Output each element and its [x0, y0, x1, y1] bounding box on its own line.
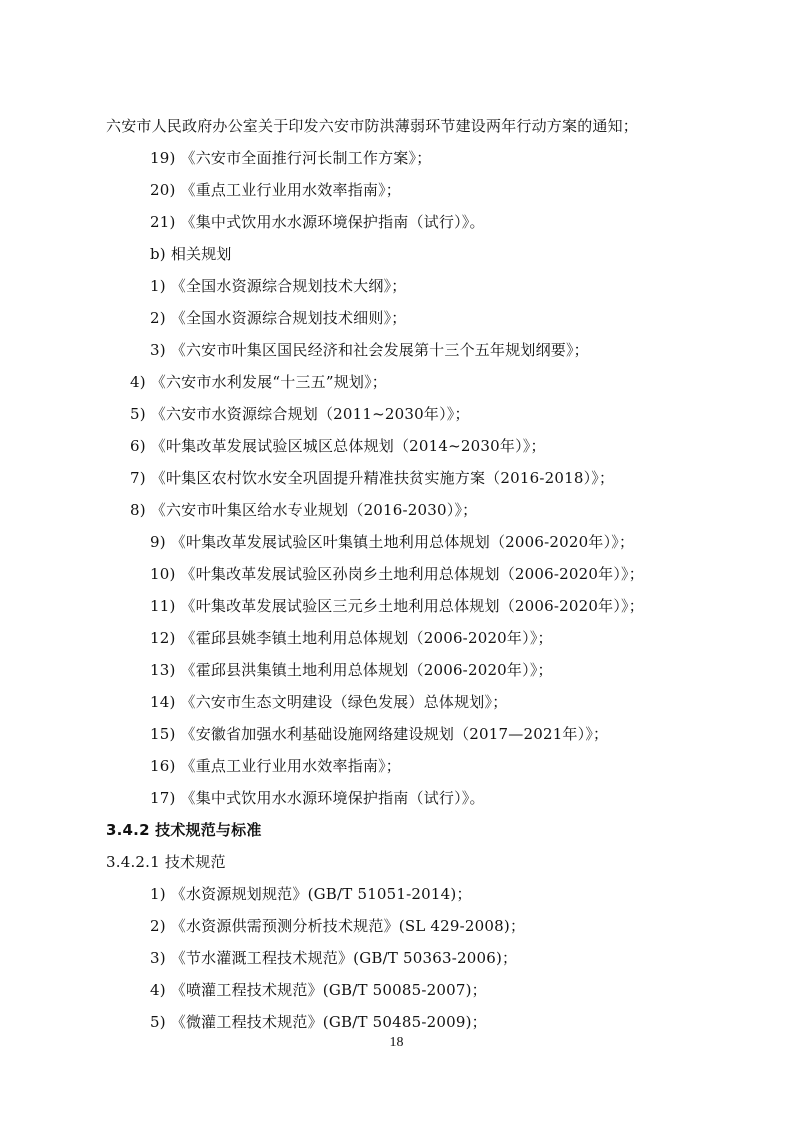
text-line: 六安市人民政府办公室关于印发六安市防洪薄弱环节建设两年行动方案的通知；	[106, 117, 639, 135]
list-item: 16) 《重点工业行业用水效率指南》；	[150, 757, 402, 775]
list-item: 12) 《霍邱县姚李镇土地利用总体规划（2006-2020年）》；	[150, 629, 553, 647]
list-item: 4) 《六安市水利发展“十三五”规划》；	[130, 373, 388, 391]
list-item: 1) 《水资源规划规范》(GB/T 51051-2014)；	[150, 885, 472, 903]
list-item: 3) 《节水灌溉工程技术规范》(GB/T 50363-2006)；	[150, 949, 518, 967]
subsection-label: b) 相关规划	[150, 245, 232, 263]
list-item: 3) 《六安市叶集区国民经济和社会发展第十三个五年规划纲要》；	[150, 341, 589, 359]
list-item: 8) 《六安市叶集区给水专业规划（2016-2030）》；	[130, 501, 478, 519]
list-item: 5) 《六安市水资源综合规划（2011~2030年）》；	[130, 405, 470, 423]
list-item: 4) 《喷灌工程技术规范》(GB/T 50085-2007)；	[150, 981, 487, 999]
list-item: 13) 《霍邱县洪集镇土地利用总体规划（2006-2020年）》；	[150, 661, 553, 679]
list-item: 10) 《叶集改革发展试验区孙岗乡土地利用总体规划（2006-2020年）》；	[150, 565, 644, 583]
list-item: 11) 《叶集改革发展试验区三元乡土地利用总体规划（2006-2020年）》；	[150, 597, 644, 615]
list-item: 20) 《重点工业行业用水效率指南》；	[150, 181, 402, 199]
list-item: 2) 《水资源供需预测分析技术规范》(SL 429-2008)；	[150, 917, 526, 935]
list-item: 2) 《全国水资源综合规划技术细则》；	[150, 309, 407, 327]
list-item: 6) 《叶集改革发展试验区城区总体规划（2014~2030年）》；	[130, 437, 546, 455]
list-item: 5) 《微灌工程技术规范》(GB/T 50485-2009)；	[150, 1013, 487, 1031]
list-item: 1) 《全国水资源综合规划技术大纲》；	[150, 277, 407, 295]
list-item: 17) 《集中式饮用水水源环境保护指南（试行）》。	[150, 789, 485, 807]
section-heading: 3.4.2 技术规范与标准	[106, 821, 262, 839]
list-item: 14) 《六安市生态文明建设（绿色发展）总体规划》；	[150, 693, 508, 711]
list-item: 7) 《叶集区农村饮水安全巩固提升精准扶贫实施方案（2016-2018）》；	[130, 469, 615, 487]
page-number: 18	[389, 1035, 404, 1050]
list-item: 15) 《安徽省加强水利基础设施网络建设规划（2017—2021年）》；	[150, 725, 609, 743]
subsection-heading: 3.4.2.1 技术规范	[106, 853, 226, 871]
list-item: 21) 《集中式饮用水水源环境保护指南（试行）》。	[150, 213, 485, 231]
list-item: 9) 《叶集改革发展试验区叶集镇土地利用总体规划（2006-2020年）》；	[150, 533, 635, 551]
list-item: 19) 《六安市全面推行河长制工作方案》；	[150, 149, 432, 167]
